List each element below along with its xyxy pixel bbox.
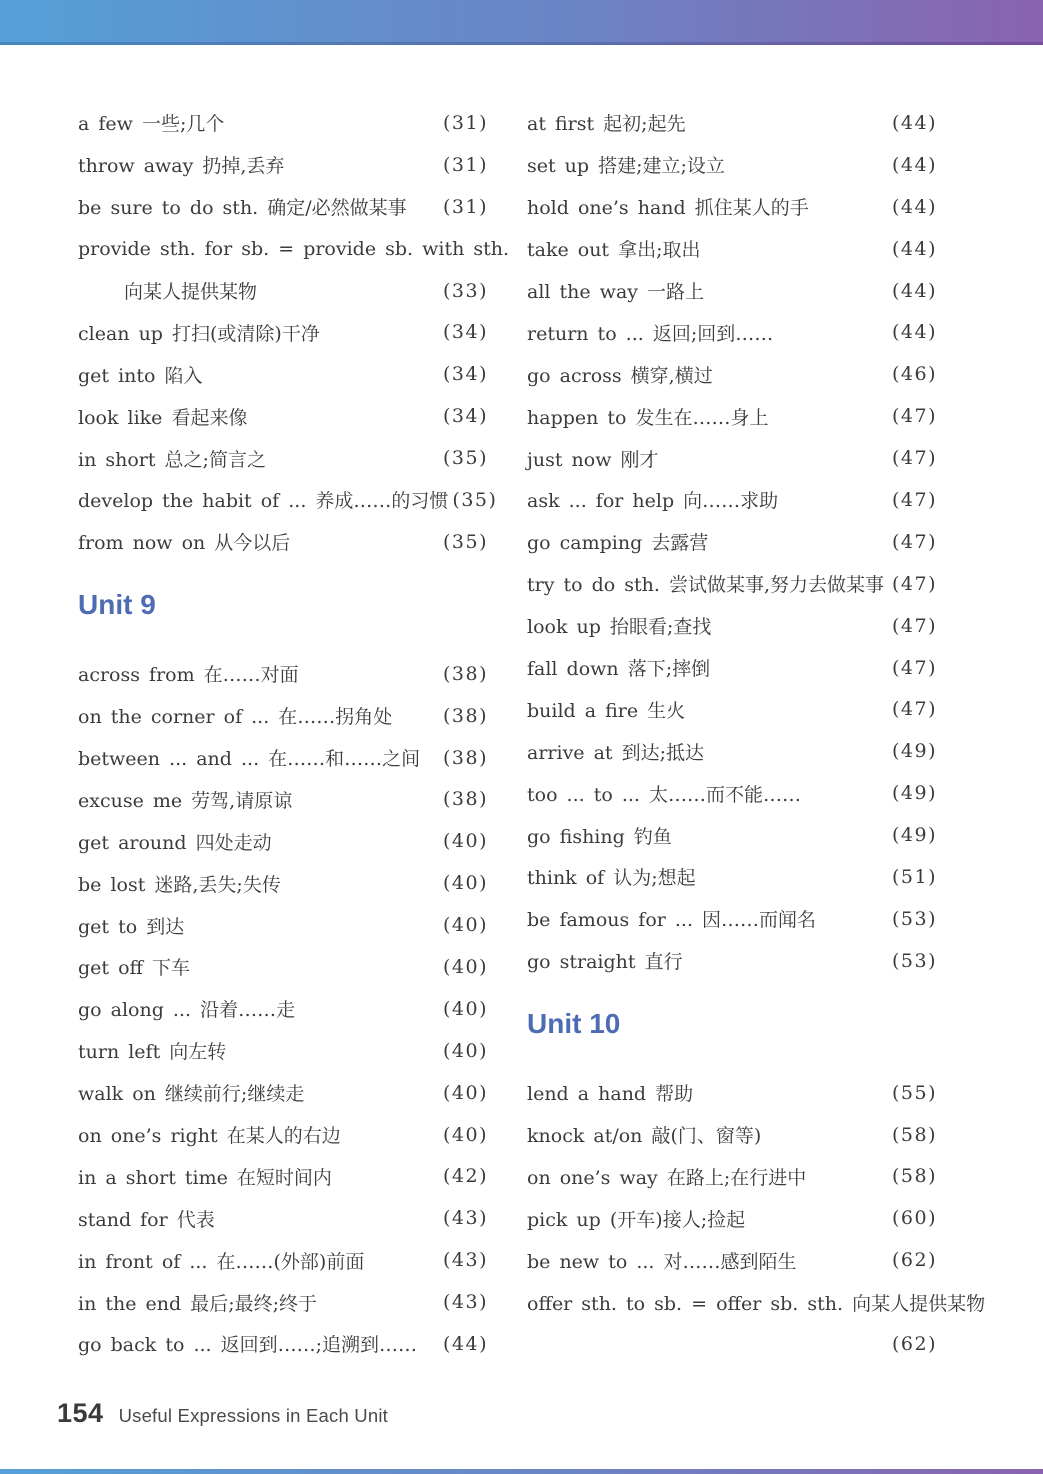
page-ref: (40): [442, 1039, 488, 1062]
expression-row: [78, 904, 488, 946]
expression-row: [527, 1239, 937, 1281]
page-ref: (47): [891, 698, 937, 721]
expression-row: [78, 144, 488, 186]
expression-row: [78, 1239, 488, 1281]
expression-text: go back to ... 返回到……;追溯到……: [78, 1334, 417, 1357]
page-ref: (35): [442, 530, 488, 553]
page-ref: (47): [891, 530, 937, 553]
expression-row: [527, 647, 937, 689]
page-ref: (53): [891, 907, 937, 930]
expression-row: [527, 1114, 937, 1156]
expression-text: fall down 落下;摔倒: [527, 658, 711, 681]
expression-row: [78, 737, 488, 779]
expression-text: provide sth. for sb. = provide sb. with sth.: [78, 237, 510, 260]
expression-row: [527, 1323, 937, 1365]
expression-row: [527, 186, 937, 228]
expression-row: [527, 940, 937, 982]
expression-text: get to 到达: [78, 915, 185, 938]
expression-row: [78, 228, 510, 270]
page-ref: (31): [442, 153, 488, 176]
page-ref: (38): [442, 662, 488, 685]
page-ref: (40): [442, 997, 488, 1020]
expression-text: across from 在……对面: [78, 664, 299, 687]
page-ref: (33): [442, 279, 488, 302]
expression-row: [527, 1072, 937, 1114]
expression-text: ask ... for help 向……求助: [527, 490, 779, 513]
page-ref: (51): [891, 865, 937, 888]
top-gradient-bar: [0, 0, 1043, 42]
unit-9-entry-list-continued: [527, 102, 937, 982]
page-ref: (44): [891, 321, 937, 344]
expression-text: look up 抬眼看;查找: [527, 616, 712, 639]
page-ref: (40): [442, 1123, 488, 1146]
bottom-gradient-bar: [0, 1469, 1043, 1474]
expression-text: lend a hand 帮助: [527, 1083, 694, 1106]
expression-row: [527, 1155, 937, 1197]
page-ref: (38): [442, 704, 488, 727]
expression-text: think of 认为;想起: [527, 867, 696, 890]
expression-row: [527, 688, 937, 730]
expression-row: [78, 1323, 488, 1365]
page-ref: (35): [442, 447, 488, 470]
page-ref: (62): [891, 1249, 937, 1272]
expression-row: [78, 820, 488, 862]
expression-row: [527, 353, 937, 395]
expression-row: [527, 856, 937, 898]
expression-text: at first 起初;起先: [527, 113, 686, 136]
expression-text: in the end 最后;最终;终于: [78, 1292, 317, 1315]
expression-row: [527, 228, 937, 270]
expression-row: [78, 102, 488, 144]
expression-text: pick up (开车)接人;捡起: [527, 1208, 746, 1231]
page-ref: (58): [891, 1165, 937, 1188]
expression-text: hold one’s hand 抓住某人的手: [527, 197, 809, 220]
right-column: [527, 102, 986, 1365]
expression-text: in a short time 在短时间内: [78, 1166, 332, 1189]
expression-text: set up 搭建;建立;设立: [527, 155, 725, 178]
left-column: [78, 102, 510, 1365]
expression-row: [527, 437, 937, 479]
expression-text: return to ... 返回;回到……: [527, 322, 774, 345]
expression-row: [78, 1197, 488, 1239]
unit-10-heading: Unit 10: [527, 1007, 621, 1039]
page-ref: (44): [891, 279, 937, 302]
expression-row: [78, 437, 488, 479]
page-ref: (34): [442, 363, 488, 386]
page-ref: (62): [891, 1332, 937, 1355]
expression-row: [78, 521, 488, 563]
page-ref: (43): [442, 1291, 488, 1314]
expression-text: between ... and ... 在……和……之间: [78, 748, 421, 771]
page-ref: (44): [891, 237, 937, 260]
expression-text: on one’s right 在某人的右边: [78, 1125, 341, 1148]
page-ref: (47): [891, 405, 937, 428]
page-ref: (49): [891, 740, 937, 763]
page-ref: (46): [891, 363, 937, 386]
expression-text: excuse me 劳驾,请原谅: [78, 789, 293, 812]
page-ref: (49): [891, 824, 937, 847]
page-ref: (40): [442, 955, 488, 978]
page-ref: (31): [442, 111, 488, 134]
page-ref: (47): [891, 572, 937, 595]
expression-text: happen to 发生在……身上: [527, 406, 769, 429]
expression-row: [78, 479, 498, 521]
expression-row: [78, 1155, 488, 1197]
expression-text: build a fire 生火: [527, 699, 686, 722]
expression-text: turn left 向左转: [78, 1041, 227, 1064]
page-ref: (44): [891, 195, 937, 218]
expression-row: [78, 1114, 488, 1156]
expression-text: take out 拿出;取出: [527, 239, 701, 262]
expression-text: be new to ... 对……感到陌生: [527, 1250, 797, 1273]
page-number: 154: [57, 1398, 104, 1428]
unit-9-heading: Unit 9: [78, 588, 156, 620]
page-ref: (49): [891, 782, 937, 805]
expression-text: too ... to ... 太……而不能……: [527, 783, 801, 806]
expression-row: [78, 1072, 488, 1114]
expression-text: go straight 直行: [527, 951, 683, 974]
expression-row: [78, 862, 488, 904]
expression-text: just now 刚才: [527, 448, 659, 471]
expression-row: [527, 144, 937, 186]
expression-text: develop the habit of ... 养成……的习惯: [78, 490, 449, 513]
expression-text: get around 四处走动: [78, 831, 272, 854]
expression-text: clean up 打扫(或清除)干净: [78, 322, 320, 345]
page-ref: (40): [442, 830, 488, 853]
expression-row: [78, 653, 488, 695]
expression-text: try to do sth. 尝试做某事,努力去做某事: [527, 574, 884, 597]
top-gradient-bar-edge: [0, 42, 1043, 45]
expression-row: [78, 695, 488, 737]
expression-row: [527, 102, 937, 144]
expression-text: stand for 代表: [78, 1208, 215, 1231]
expression-row: [527, 605, 937, 647]
page-ref: (31): [442, 195, 488, 218]
expression-text: look like 看起来像: [78, 406, 248, 429]
page-ref: (42): [442, 1165, 488, 1188]
expression-text: be lost 迷路,丢失;失传: [78, 873, 281, 896]
page-ref: (58): [891, 1123, 937, 1146]
expression-text: in short 总之;简言之: [78, 448, 266, 471]
expression-row: [527, 1197, 937, 1239]
page-ref: (44): [442, 1332, 488, 1355]
page-ref: (47): [891, 447, 937, 470]
expression-text: go fishing 钓鱼: [527, 825, 672, 848]
expression-row: [78, 1030, 488, 1072]
expression-text: offer sth. to sb. = offer sb. sth. 向某人提供某物: [527, 1292, 986, 1315]
expression-text: get into 陷入: [78, 364, 203, 387]
expression-text: all the way 一路上: [527, 281, 705, 303]
expression-text: from now on 从今以后: [78, 532, 291, 555]
expression-text: knock at/on 敲(门、窗等): [527, 1125, 762, 1148]
unit-8-entry-list: [78, 102, 510, 563]
expression-row: [527, 772, 937, 814]
expression-row: [527, 563, 937, 605]
expression-row: [78, 353, 488, 395]
expression-row: [78, 778, 488, 820]
footer-title: Useful Expressions in Each Unit: [118, 1405, 388, 1426]
expression-text: on the corner of ... 在……拐角处: [78, 706, 393, 729]
expression-text: arrive at 到达;抵达: [527, 741, 704, 764]
page-ref: (43): [442, 1249, 488, 1272]
page-footer: [57, 1398, 388, 1429]
expression-text: a few 一些;几个: [78, 113, 225, 136]
expression-text: throw away 扔掉,丢弃: [78, 155, 285, 178]
expression-row: [527, 311, 937, 353]
page-ref: (34): [442, 405, 488, 428]
page-ref: (44): [891, 111, 937, 134]
expression-row: [78, 1281, 488, 1323]
page-ref: (47): [891, 488, 937, 511]
expression-row: [527, 521, 937, 563]
expression-row: [78, 311, 488, 353]
page-ref: (47): [891, 614, 937, 637]
expression-row: [527, 270, 937, 312]
expression-text: go across 横穿,横过: [527, 364, 713, 387]
expression-row: [78, 946, 488, 988]
expression-row: [527, 730, 937, 772]
expression-row: [527, 479, 937, 521]
page-ref: (34): [442, 321, 488, 344]
expression-text: walk on 继续前行;继续走: [78, 1083, 305, 1106]
page-ref: (60): [891, 1207, 937, 1230]
page-ref: (55): [891, 1081, 937, 1104]
page-ref: (40): [442, 872, 488, 895]
page-ref: (38): [442, 788, 488, 811]
expression-row: [527, 1281, 986, 1323]
expression-row: [78, 395, 488, 437]
expression-text: go camping 去露营: [527, 532, 709, 555]
expression-row: [78, 186, 488, 228]
page-ref: (53): [891, 949, 937, 972]
page-ref: (35): [452, 488, 498, 511]
expression-row: [78, 270, 488, 312]
expression-row: [78, 988, 488, 1030]
expression-text: 向某人提供某物: [124, 281, 258, 303]
expression-text: go along ... 沿着……走: [78, 999, 296, 1022]
expression-text: get off 下车: [78, 957, 191, 980]
page-ref: (44): [891, 153, 937, 176]
page-ref: (47): [891, 656, 937, 679]
unit-9-entry-list: [78, 653, 488, 1365]
page-ref: (38): [442, 746, 488, 769]
unit-10-entry-list: [527, 1072, 986, 1365]
expression-row: [527, 898, 937, 940]
expression-row: [527, 814, 937, 856]
expression-text: in front of ... 在……(外部)前面: [78, 1250, 365, 1273]
page-ref: (40): [442, 914, 488, 937]
expression-text: on one’s way 在路上;在行进中: [527, 1166, 807, 1189]
page-ref: (40): [442, 1081, 488, 1104]
expression-text: be sure to do sth. 确定/必然做某事: [78, 197, 407, 220]
page-ref: (43): [442, 1207, 488, 1230]
expression-row: [527, 395, 937, 437]
expression-text: be famous for ... 因……而闻名: [527, 909, 817, 932]
